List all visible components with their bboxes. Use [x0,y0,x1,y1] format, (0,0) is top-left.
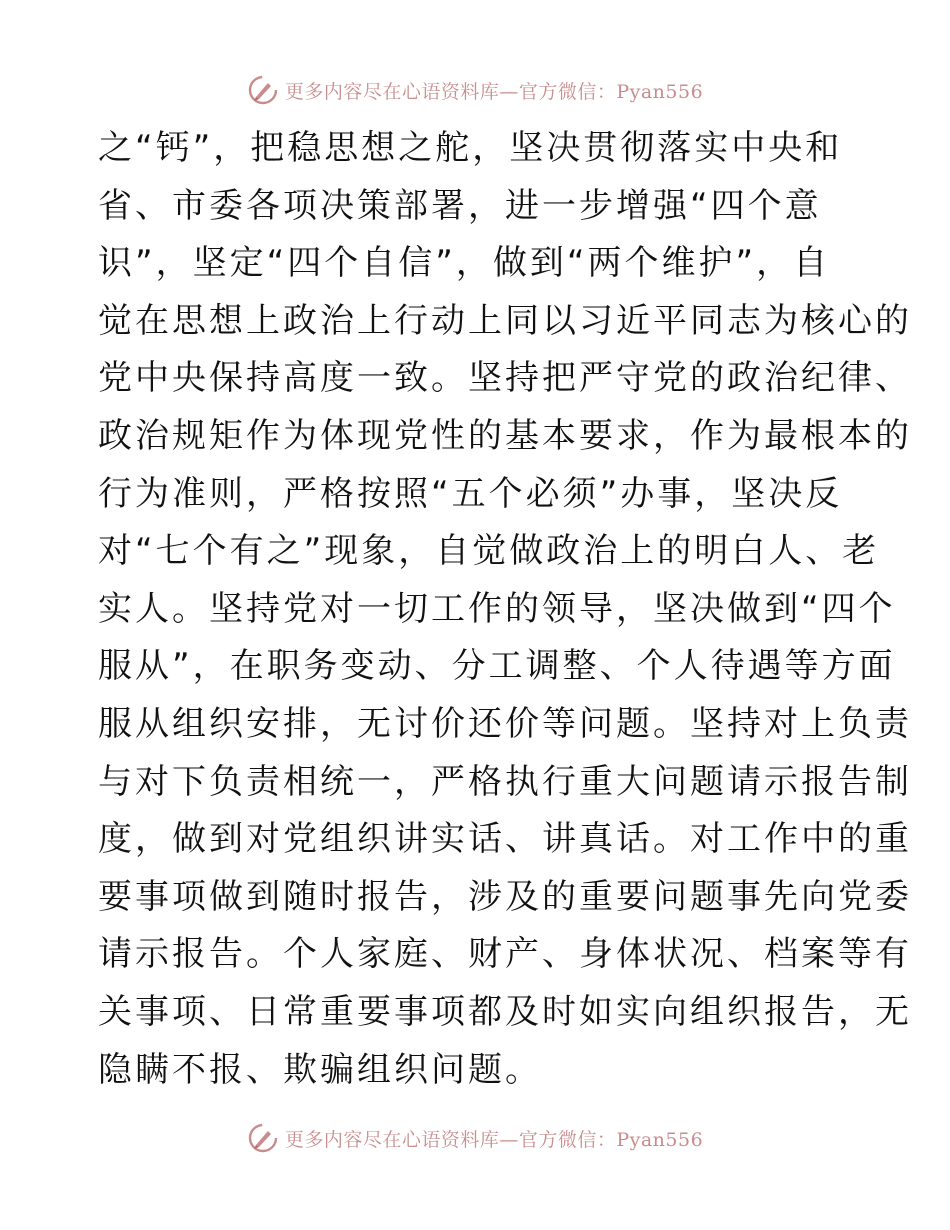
header-watermark [0,70,950,110]
text-line-8: 对“七个有之”现象，自觉做政治上的明白人、老 [98,531,880,572]
watermark-text: 更多内容尽在心语资料库—官方微信：Pyan556 [284,80,704,103]
text-line-12: 与对下负责相统一，严格执行重大问题请示报告制 [98,761,912,802]
text-line-11: 服从组织安排，无讨价还价等问题。坚持对上负责 [98,703,912,744]
text-line-3: 识”，坚定“四个自信”，做到“两个维护”，自 [98,243,831,284]
text-line-13: 度，做到对党组织讲实话、讲真话。对工作中的重 [98,819,912,860]
pen-logo-icon [247,1122,279,1154]
text-line-7: 行为准则，严格按照“五个必须”办事，坚决反 [98,473,843,514]
text-line-1: 之“钙”，把稳思想之舵，坚决贯彻落实中央和 [98,128,843,168]
text-line-14: 要事项做到随时报告，涉及的重要问题事先向党委 [98,876,912,917]
text-line-15: 请示报告。个人家庭、财产、身体状况、档案等有 [98,934,912,975]
text-line-17: 隐瞒不报、欺骗组织问题。 [98,1049,542,1090]
text-line-5: 党中央保持高度一致。坚持把严守党的政治纪律、 [98,358,912,399]
text-line-16: 关事项、日常重要事项都及时如实向组织报告，无 [98,991,912,1032]
text-line-2: 省、市委各项决策部署，进一步增强“四个意 [98,185,822,226]
text-line-10: 服从”，在职务变动、分工调整、个人待遇等方面 [98,646,896,687]
pen-logo-icon [247,74,279,106]
document-body [98,120,912,1099]
watermark-text: 更多内容尽在心语资料库—官方微信：Pyan556 [284,1128,704,1151]
footer-watermark [0,1118,950,1158]
text-line-4: 觉在思想上政治上行动上同以习近平同志为核心的 [98,300,912,341]
text-line-9: 实人。坚持党对一切工作的领导，坚决做到“四个 [98,588,896,629]
text-line-6: 政治规矩作为体现党性的基本要求，作为最根本的 [98,415,912,456]
